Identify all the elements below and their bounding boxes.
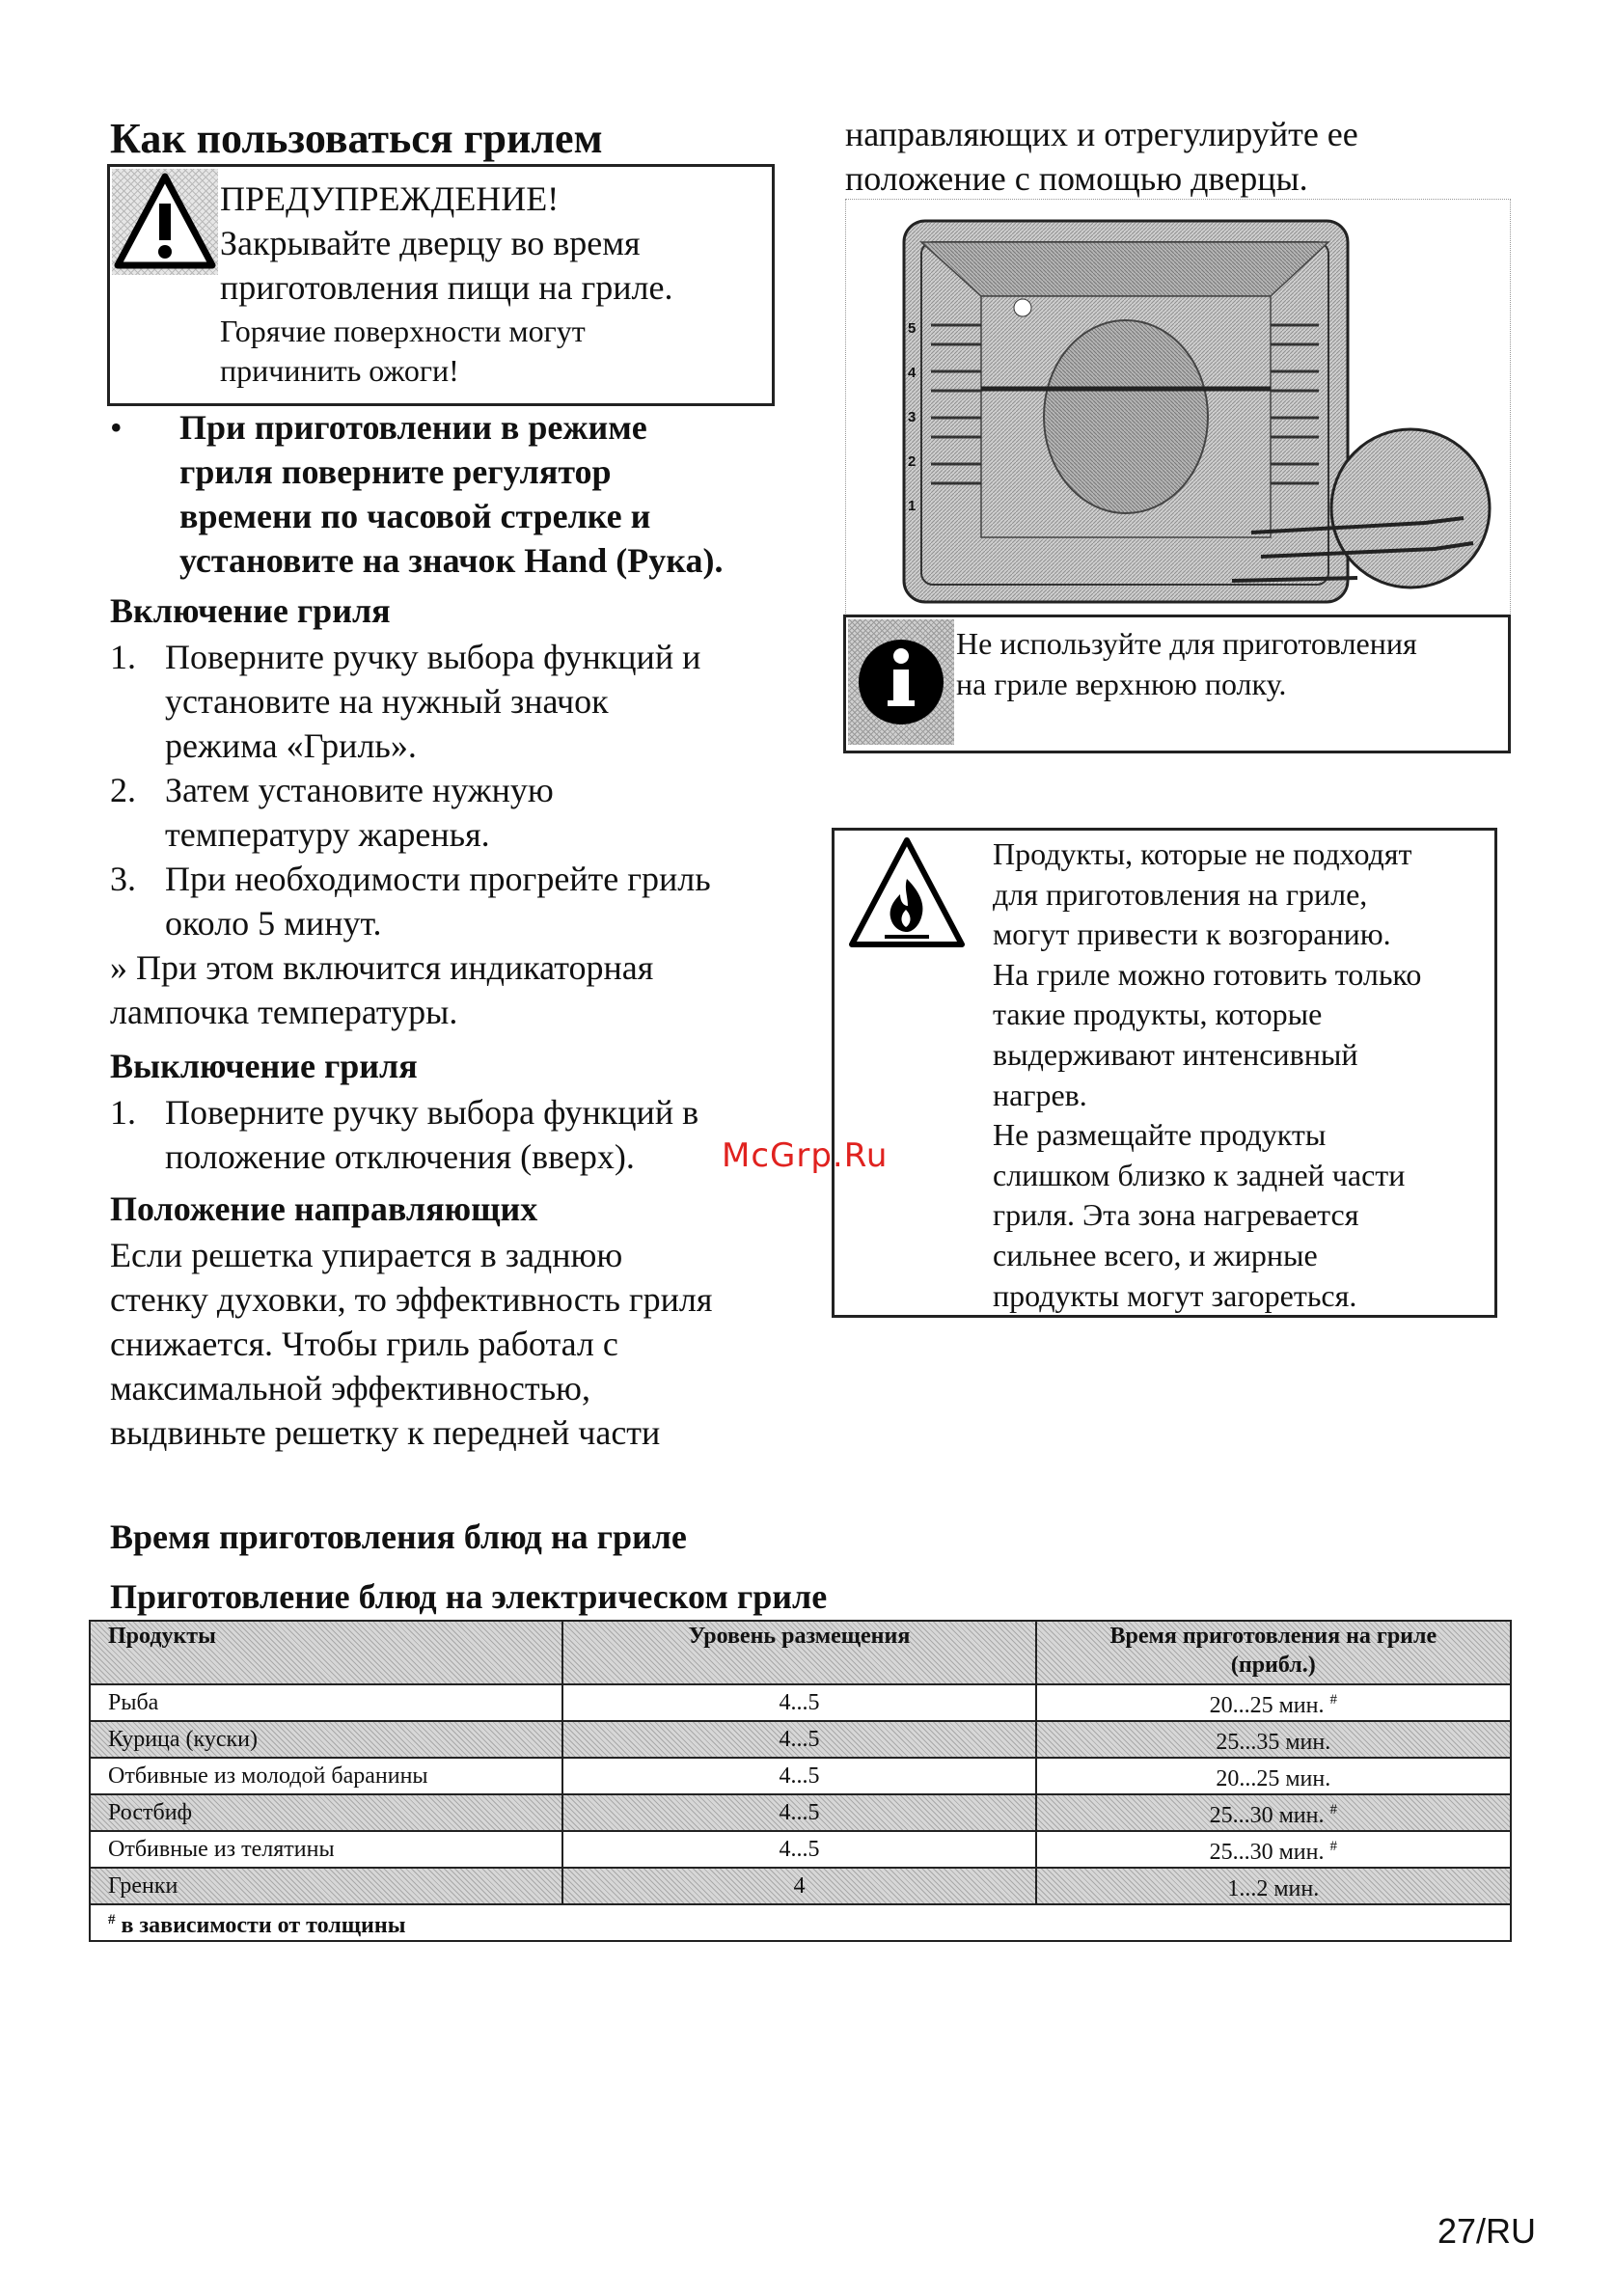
column-header: Уровень размещения (562, 1621, 1035, 1684)
paragraph-line: выдвиньте решетку к передней части (110, 1413, 661, 1452)
footnote-mark: # (108, 1912, 116, 1927)
steps-off (110, 1090, 805, 1179)
step-line: положение отключения (вверх). (165, 1137, 635, 1176)
level-cell: 4...5 (562, 1758, 1035, 1794)
paragraph-line: снижается. Чтобы гриль работал с (110, 1325, 618, 1363)
level-cell: 4...5 (562, 1794, 1035, 1831)
step-line: около 5 минут. (165, 904, 382, 943)
oven-level-label: 2 (908, 453, 917, 470)
product-cell: Курица (куски) (90, 1721, 562, 1758)
time-cell (1036, 1721, 1511, 1758)
paragraph-line: Если решетка упирается в заднюю (110, 1236, 623, 1274)
level-cell: 4...5 (562, 1721, 1035, 1758)
level-cell: 4 (562, 1868, 1035, 1904)
watermark: McGrp.Ru (722, 1136, 889, 1175)
fire-line: нагрев. (993, 1077, 1087, 1112)
rails-paragraph (110, 1233, 712, 1455)
fire-line: На гриле можно готовить только (993, 956, 1422, 992)
table-row (90, 1868, 1511, 1904)
fire-line: для приготовления на гриле, (993, 876, 1368, 912)
oven-drawing (846, 200, 1510, 615)
warning-icon (112, 169, 218, 275)
fire-line: Не размещайте продукты (993, 1117, 1327, 1153)
bullet-line: установите на значок Hand (Рука). (179, 541, 724, 580)
fire-line: гриля. Эта зона нагревается (993, 1197, 1359, 1233)
bullet-line: При приготовлении в режиме (179, 408, 647, 447)
level-cell: 4...5 (562, 1684, 1035, 1721)
section-heading-on: Включение гриля (110, 591, 391, 630)
fire-line: такие продукты, которые (993, 997, 1323, 1032)
bullet-marker: • (110, 408, 123, 447)
oven-level-label: 3 (908, 409, 917, 425)
step-line: температуру жаренья. (165, 815, 490, 854)
table-row (90, 1794, 1511, 1831)
section-heading-off: Выключение гриля (110, 1047, 418, 1085)
column-header-line: Время приготовления на гриле (1109, 1624, 1437, 1649)
time-value: 25...30 мин. (1209, 1840, 1325, 1865)
column-header (1036, 1621, 1511, 1684)
note-line: лампочка температуры. (110, 993, 458, 1031)
indicator-note (110, 945, 653, 1034)
paragraph-line: положение с помощью дверцы. (845, 159, 1308, 198)
fire-line: Продукты, которые не подходят (993, 836, 1412, 871)
fire-warning-icon (844, 831, 970, 956)
paragraph-line: стенку духовки, то эффективность гриля (110, 1280, 713, 1319)
thickness-mark: # (1329, 1802, 1337, 1818)
step-item (110, 768, 805, 857)
fire-line: могут привести к возгоранию. (993, 916, 1391, 952)
table-subheading: Приготовление блюд на электрическом гриле (110, 1577, 828, 1616)
info-box (843, 615, 1511, 753)
product-cell: Отбивные из молодой баранины (90, 1758, 562, 1794)
oven-level-label: 5 (908, 320, 917, 337)
column-header-line: (прибл.) (1230, 1653, 1316, 1678)
time-cell (1036, 1684, 1511, 1721)
bullet-line: времени по часовой стрелке и (179, 497, 651, 535)
time-value: 25...30 мин. (1209, 1803, 1325, 1828)
continued-paragraph (845, 112, 1358, 201)
table-row (90, 1758, 1511, 1794)
time-value: 20...25 мин. (1209, 1693, 1325, 1718)
warning-line: приготовления пищи на гриле. (220, 268, 673, 307)
page-title: Как пользоваться грилем (110, 115, 603, 162)
table-row (90, 1831, 1511, 1868)
time-cell (1036, 1831, 1511, 1868)
warning-box (107, 164, 775, 406)
time-cell (1036, 1868, 1511, 1904)
time-value: 20...25 мин. (1216, 1766, 1331, 1791)
page-number: 27/RU (1437, 2211, 1537, 2251)
paragraph-line: максимальной эффективностью, (110, 1369, 590, 1408)
step-line: При необходимости прогрейте гриль (165, 860, 711, 898)
product-cell: Рыба (90, 1684, 562, 1721)
level-cell: 4...5 (562, 1831, 1035, 1868)
table-footnote (90, 1904, 1511, 1941)
product-cell: Отбивные из телятины (90, 1831, 562, 1868)
warning-line: причинить ожоги! (220, 353, 459, 388)
step-number: 1. (110, 638, 136, 676)
thickness-mark: # (1329, 1692, 1337, 1708)
step-line: установите на нужный значок (165, 682, 609, 721)
step-item (110, 1090, 805, 1179)
product-cell: Гренки (90, 1868, 562, 1904)
table-row (90, 1721, 1511, 1758)
warning-heading: ПРЕДУПРЕЖДЕНИЕ! (220, 179, 560, 218)
step-line: Поверните ручку выбора функций и (165, 638, 701, 676)
footnote-text: в зависимости от толщины (121, 1913, 406, 1938)
step-number: 2. (110, 771, 136, 809)
info-line: Не используйте для приготовления (956, 626, 1417, 661)
table-header-row (90, 1621, 1511, 1684)
warning-line: Горячие поверхности могут (220, 314, 586, 348)
step-line: Поверните ручку выбора функций в (165, 1093, 699, 1132)
oven-level-label: 4 (908, 365, 917, 381)
fire-line: сильнее всего, и жирные (993, 1237, 1318, 1272)
thickness-mark: # (1329, 1839, 1337, 1854)
step-number: 3. (110, 860, 136, 898)
table-heading: Время приготовления блюд на гриле (110, 1517, 687, 1556)
warning-line: Закрывайте дверцу во время (220, 224, 641, 262)
time-value: 1...2 мин. (1227, 1876, 1320, 1901)
step-line: режима «Гриль». (165, 726, 417, 765)
table-row (90, 1684, 1511, 1721)
paragraph-line: направляющих и отрегулируйте ее (845, 115, 1358, 153)
column-header: Продукты (90, 1621, 562, 1684)
info-icon (848, 619, 954, 745)
step-line: Затем установите нужную (165, 771, 554, 809)
table-footnote-row (90, 1904, 1511, 1941)
product-cell: Ростбиф (90, 1794, 562, 1831)
fire-line: слишком близко к задней части (993, 1157, 1406, 1192)
steps-on (110, 635, 805, 945)
fire-line: выдерживают интенсивный (993, 1036, 1358, 1072)
step-item (110, 635, 805, 768)
grill-time-table (89, 1620, 1512, 1942)
note-line: » При этом включится индикаторная (110, 948, 654, 987)
fire-line: продукты могут загореться. (993, 1277, 1357, 1313)
section-heading-rails: Положение направляющих (110, 1189, 538, 1228)
time-value: 25...35 мин. (1216, 1730, 1331, 1755)
bullet-line: гриля поверните регулятор (179, 452, 612, 491)
step-item (110, 857, 805, 945)
fire-warning-box (832, 828, 1497, 1318)
step-number: 1. (110, 1093, 136, 1132)
bullet-note (179, 405, 723, 583)
oven-illustration (845, 199, 1511, 615)
info-line: на гриле верхнюю полку. (956, 667, 1287, 701)
time-cell (1036, 1794, 1511, 1831)
time-cell (1036, 1758, 1511, 1794)
oven-level-label: 1 (908, 498, 917, 514)
